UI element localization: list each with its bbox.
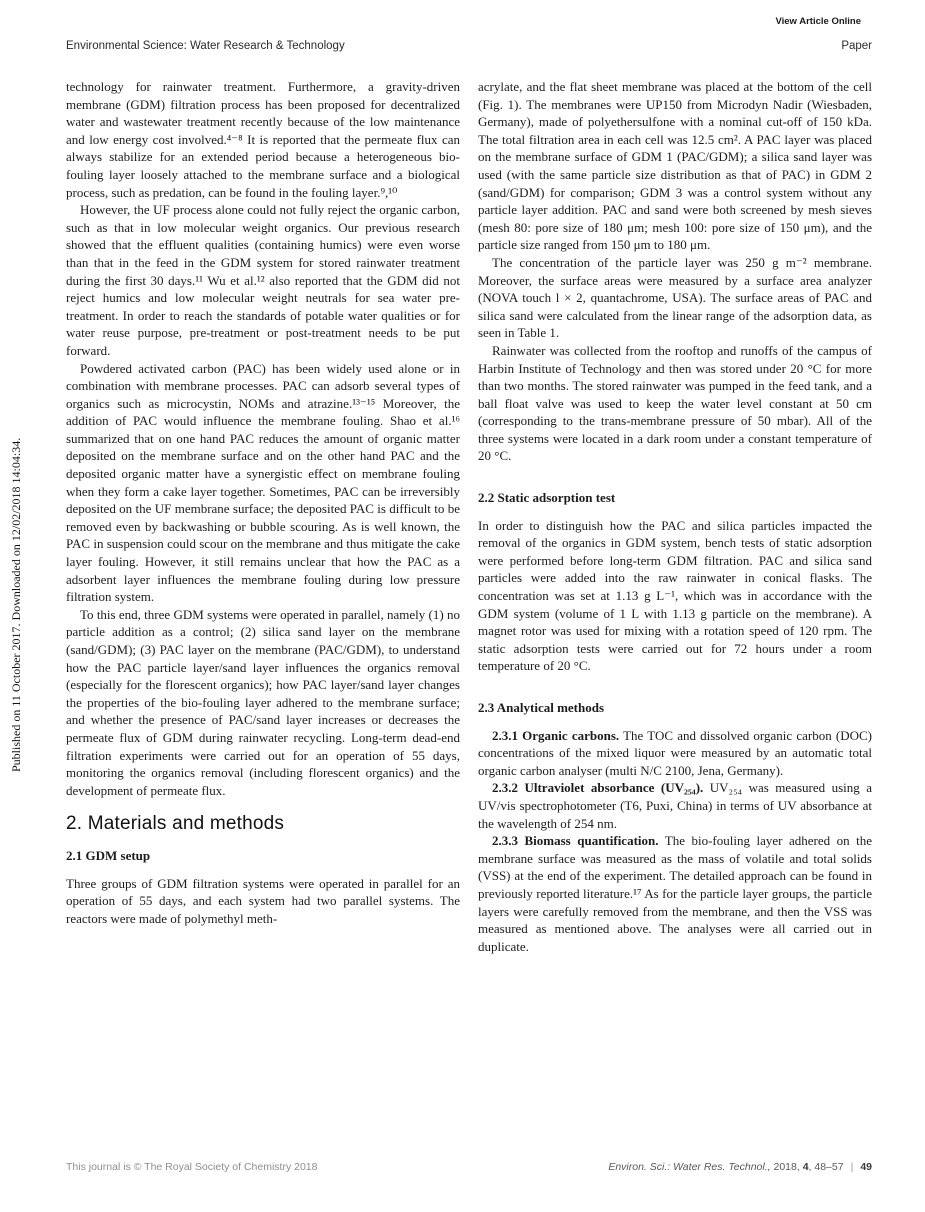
body-paragraph: Rainwater was collected from the rooftop and runoffs of the campus of Harbin Institute of Technology and then was stored under 20 °C for more than two months. The stored rainwater was pumped in the feed tank, and a ball float valve was used to keep the water level constant at 50 cm (corresponding to the trans-membrane pressure of 50 mbar). All of the three systems were located in a dark room under a constant temperature of 20 °C. [478,342,872,464]
body-paragraph: However, the UF process alone could not fully reject the organic carbon, such as that in low molecular weight organics. Our previous research showed that the effluent qualities (containing humics) were even worse than that in the feed in the GDM system for stored rainwater treatment during the first 30 days.¹¹ Wu et al.¹² also reported that the GDM did not reject humics and low molecular weight neutrals for sea water pre-treatment. In order to reach the standards of potable water qualities or for water reuse purpose, pre-treatment or post-treatment needs to be put forward. [66,202,460,358]
section-heading-materials-and-methods: 2. Materials and methods [66,813,285,835]
running-header [66,40,872,52]
runin-heading-ultraviolet-absorbance: 2.3.2 Ultraviolet absorbance (UV₂₅₄). [492,780,704,796]
footer-separator: | [850,1161,854,1173]
citation-year: 2018, [770,1161,803,1173]
citation-info [608,1161,872,1173]
body-paragraph: acrylate, and the flat sheet membrane was placed at the bottom of the cell (Fig. 1). The membranes were UP150 from Microdyn Nadir (Wiesbaden, Germany), made of polyethersulfone with a nominal cut-off of 150 kDa. The total filtration area in each cell was 12.5 cm². A PAC layer was placed on the membrane surface of GDM 1 (PAC/GDM); a silica sand layer was used (with the same particle size distribution as that of PAC) in GDM 2 (sand/GDM) for comparison; GDM 3 was a control system without any particle layer addition. PAC and sand were both screened by mesh sieves (mesh 80: pore size of 180 μm; mesh 100: pore size of 150 μm), and the particle size ranged from 150 μm to 180 μm. [478,79,872,253]
subsection-heading-static-adsorption-test: 2.2 Static adsorption test [478,490,616,506]
copyright-notice: This journal is © The Royal Society of Chemistry 2018 [66,1161,318,1173]
body-paragraph: technology for rainwater treatment. Furthermore, a gravity-driven membrane (GDM) filtration process has been proposed for decentralized water and wastewater treatment recently because of the low maintenance and low energy cost involved.⁴⁻⁸ It is reported that the permeate flux can always stabilize for an extended period because a heterogeneous bio-fouling layer loosely attached to the membrane surface and a biological process, such as predation, can be found in the fouling layer.⁹,¹⁰ [66,79,460,200]
subsection-heading-analytical-methods: 2.3 Analytical methods [478,700,605,715]
body-paragraph: The concentration of the particle layer was 250 g m⁻² membrane. Moreover, the surface areas were measured by a surface area analyzer (NOVA touch l × 2, quantachrome, USA). The surface areas of PAC and silica sand were calculated from the linear range of the adsorption data, as seen in Table 1. [478,254,872,341]
journal-title: Environmental Science: Water Research & Technology [66,40,345,52]
body-paragraph: In order to distinguish how the PAC and silica particles impacted the removal of the organics in GDM system, bench tests of static adsorption were performed before long-term GDM filtration. PAC and silica sand particles were added into the raw rainwater in conical flasks. The concentration was set at 1.13 g L⁻¹, which was in accordance with the GDM system (volume of 1 L with 1.13 g particle on the membrane). A magnet rotor was used for mixing with a rotation speed of 120 rpm. The static adsorption tests were carried out for 72 hours under a room temperature of 20 °C. [478,517,872,674]
view-article-online-link[interactable]: View Article Online [775,16,861,27]
citation-pages: , 48–57 [808,1161,844,1173]
body-text: The TOC and dissolved organic carbon (DOC) concentrations of the mixed liquor were measured by an automatic total organic carbon analyser (multi N/C 2100, Jena, Germany). [478,727,872,778]
two-column-body [66,78,872,955]
journal-abbreviation: Environ. Sci.: Water Res. Technol., [608,1161,771,1173]
sidebar-publication-timestamp: Published on 11 October 2017. Downloaded on 12/02/2018 14:04:34. [9,437,23,772]
body-paragraph: Powdered activated carbon (PAC) has been widely used alone or in combination with membrane processes. PAC can adsorb several types of organics such as microcystin, NOMs and atrazine.¹³⁻¹⁵ Moreover, the addition of PAC would influence the membrane fouling. Shao et al.¹⁶ summarized that on one hand PAC reduces the amount of organic matter deposited on the membrane surface and on the other hand PAC and the deposited organic matter have a synergistic effect on membrane fouling when they form a cake layer together. Sometimes, PAC can be irreversibly deposited on the UF membrane surface; the deposited PAC is difficult to be removed even by backwashing or bubble scouring. As is well known, the PAC in suspension could scour on the membrane and thus mitigate the cake layer fouling. However, it still remains unclear that how the PAC as a adsorbent layer influences the membrane fouling during low pressure filtration system. [66,360,460,605]
body-paragraph: Three groups of GDM filtration systems were operated in parallel for an operation of 55 days, and each system had two parallel systems. The reactors were made of polymethyl meth- [66,875,460,926]
body-text: The bio-fouling layer adhered on the membrane surface was measured as the mass of volatile and total solids (VSS) at the end of the experiment. The detailed approach can be found in previously reported literature.¹⁷ As for the particle layer groups, the particle layers were carefully removed from the membrane, and then the VSS was measured as mentioned above. The analyses were all carried out in duplicate. [478,833,872,954]
subsection-heading-gdm-setup: 2.1 GDM setup [66,847,151,863]
body-paragraph [478,832,872,955]
body-paragraph [478,727,872,780]
right-column [478,78,872,955]
left-column [66,78,460,955]
citation-volume: 4 [802,1161,809,1173]
runin-heading-biomass-quantification: 2.3.3 Biomass quantification. [492,833,659,849]
runin-heading-organic-carbons: 2.3.1 Organic carbons. [492,727,620,743]
page-number: 49 [860,1161,872,1173]
article-type-label: Paper [841,40,872,52]
body-paragraph: To this end, three GDM systems were operated in parallel, namely (1) no particle addition as a control; (2) silica sand layer on the membrane (sand/GDM); (3) PAC layer on the membrane (PAC/GDM), to understand how the PAC particle layer/sand layer influences the organics removal (especially for the florescent organics); how PAC layer/sand layer changes the properties of the bio-fouling layer adhered to the membrane surface; and whether the presence of PAC/sand layer increases or decreases the permeate flux of GDM during rainwater recycling. Long-term dead-end filtration experiments were carried out for an operation of 55 days, monitoring the organics removal (including florescent organics) and the development of permeate flux. [66,606,460,798]
page-footer [66,1161,872,1173]
body-text: UV₂₅₄ was measured using a UV/vis spectrophotometer (T6, Puxi, China) in terms of UV absorbance at the wavelength of 254 nm. [478,780,873,831]
body-paragraph [478,779,872,832]
